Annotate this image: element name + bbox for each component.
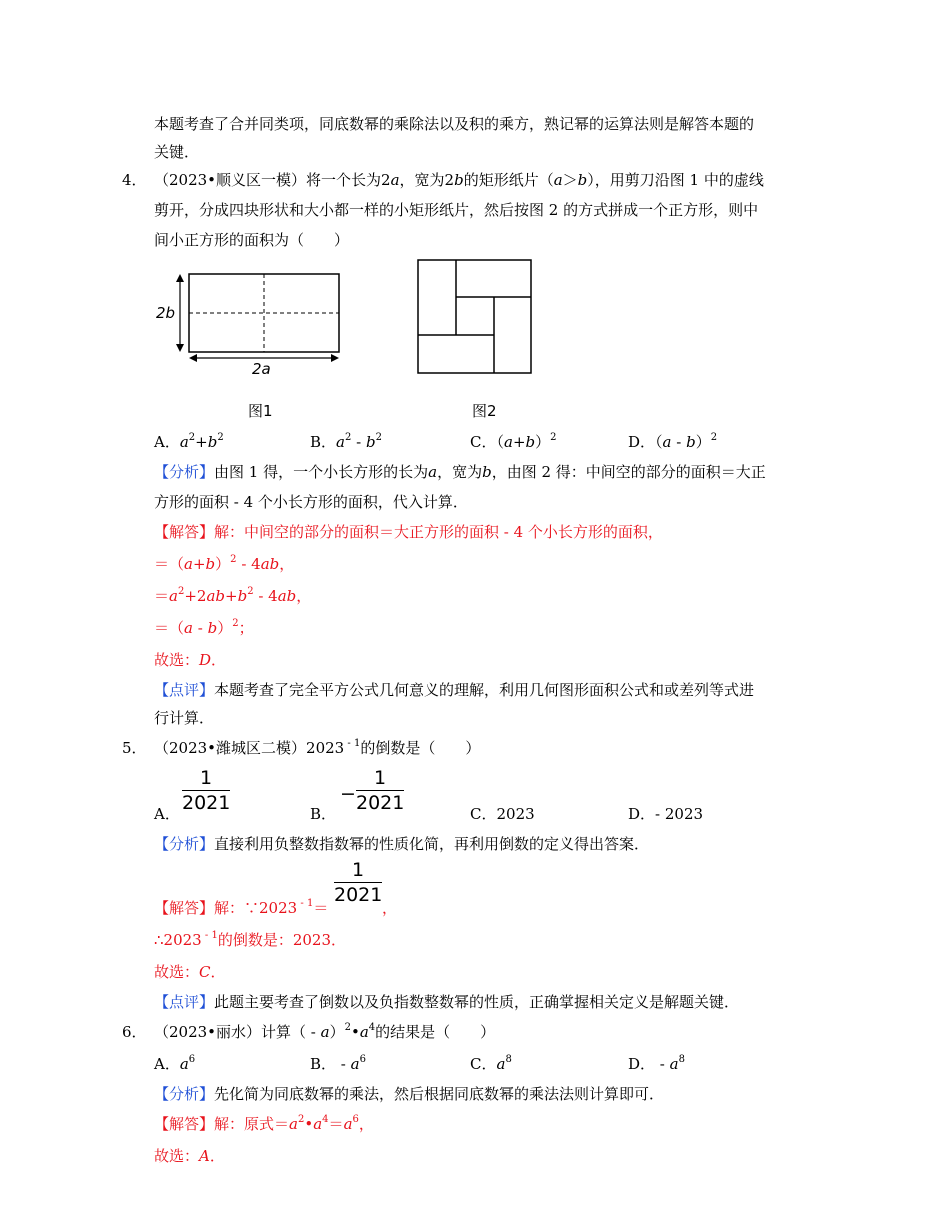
q4-option-b: B．$a^2 - b^2$	[310, 432, 382, 451]
outer-square	[418, 260, 531, 373]
q6-stem: （2023•丽水）计算（ - $a)^2•a^4$的结果是（ ）	[154, 1022, 496, 1041]
q5-option-b-fraction: 1 2021	[356, 767, 405, 814]
label-2b: 2b	[156, 304, 176, 322]
q4-number: 4．	[122, 171, 147, 189]
q5-answer-comma: ，	[382, 899, 398, 917]
q6-number: 6．	[122, 1023, 147, 1041]
q4-stem-line-3: 间小正方形的面积为（ ）	[154, 231, 350, 249]
figure-2-caption: 图2	[472, 402, 497, 420]
q5-option-b-sign: −	[340, 783, 356, 805]
q5-number: 5．	[122, 739, 147, 757]
q4-comment-line-2: 行计算．	[154, 709, 215, 727]
q4-options	[154, 432, 814, 452]
q4-choice: 故选：D．	[154, 651, 227, 669]
q6-option-d: D． - $a^8$	[628, 1054, 685, 1073]
q4-analysis-line-1: 【分析】由图 1 得，一个小长方形的长为a，宽为b，由图 2 得：中间空的部分的面积＝大正	[154, 463, 766, 481]
q6-choice: 故选：A．	[154, 1147, 225, 1165]
q5-analysis: 【分析】直接利用负整数指数幂的性质化简，再利用倒数的定义得出答案．	[154, 835, 650, 853]
q5-option-a-label: A．	[154, 805, 180, 823]
q4-answer-line-1: 【解答】解：中间空的部分的面积＝大正方形的面积 - 4 个小长方形的面积，	[154, 523, 663, 541]
q5-comment: 【点评】此题主要考查了倒数以及负指数整数幂的性质，正确掌握相关定义是解题关键．	[154, 993, 740, 1011]
q5-option-d: D．- 2023	[628, 805, 704, 823]
q5-answer-fraction: 1 2021	[334, 859, 383, 906]
q5-option-b-label: B．	[310, 805, 337, 823]
q6-analysis: 【分析】先化简为同底数幂的乘法，然后根据同底数幂的乘法法则计算即可．	[154, 1085, 665, 1103]
q4-option-a: A．$a^2+b^2$	[154, 432, 224, 451]
q4-answer-line-4: ＝（a - b）$^2$；	[154, 618, 254, 637]
q5-answer-line-2: ∴2023 $^{- 1}$的倒数是：2023．	[154, 930, 347, 949]
intro-line-2: 关键．	[154, 143, 200, 161]
q5-stem: （2023•潍城区二模）2023 $^{- 1}$的倒数是（ ）	[154, 738, 481, 757]
q4-figure-2	[414, 256, 536, 376]
q6-answer: 【解答】解：原式$=a^2•a^4=a^6$，	[154, 1114, 374, 1133]
q4-option-c: C．$(a+b)^2$	[470, 432, 557, 451]
q4-answer-line-3: $=a^2+2ab+b^2 - 4ab$，	[154, 586, 312, 605]
q5-option-c: C．2023	[470, 805, 535, 823]
figure-1-caption: 图1	[248, 402, 273, 420]
q6-option-b: B． - $a^6$	[310, 1054, 366, 1073]
q4-answer-line-2: $=(a+b)^2 - 4ab$，	[154, 554, 295, 573]
label-2a: 2a	[252, 360, 271, 378]
q4-option-d: D．（a - b）$^2$	[628, 432, 718, 451]
q5-answer-line-1: 【解答】解：∵2023 $^{- 1}$＝	[154, 898, 329, 917]
intro-line-1: 本题考查了合并同类项，同底数幂的乘除法以及积的乘方，熟记幂的运算法则是解答本题的	[154, 115, 755, 133]
q4-stem-line-1: （2023•顺义区一模）将一个长为2a，宽为2b的矩形纸片（a＞b），用剪刀沿图 1 中的虚线	[154, 171, 764, 189]
q6-option-c: C．$a^8$	[470, 1054, 512, 1073]
q5-choice: 故选：C．	[154, 963, 226, 981]
q4-analysis-line-2: 方形的面积 - 4 个小长方形的面积，代入计算．	[154, 493, 468, 511]
q4-comment-line-1: 【点评】本题考查了完全平方公式几何意义的理解，利用几何图形面积公式和或差列等式进	[154, 681, 755, 699]
q5-option-a-fraction: 1 2021	[182, 767, 231, 814]
q4-stem-line-2: 剪开，分成四块形状和大小都一样的小矩形纸片，然后按图 2 的方式拼成一个正方形，则中	[154, 201, 759, 219]
q6-option-a: A．$a^6$	[154, 1054, 196, 1073]
q6-options	[154, 1054, 814, 1074]
